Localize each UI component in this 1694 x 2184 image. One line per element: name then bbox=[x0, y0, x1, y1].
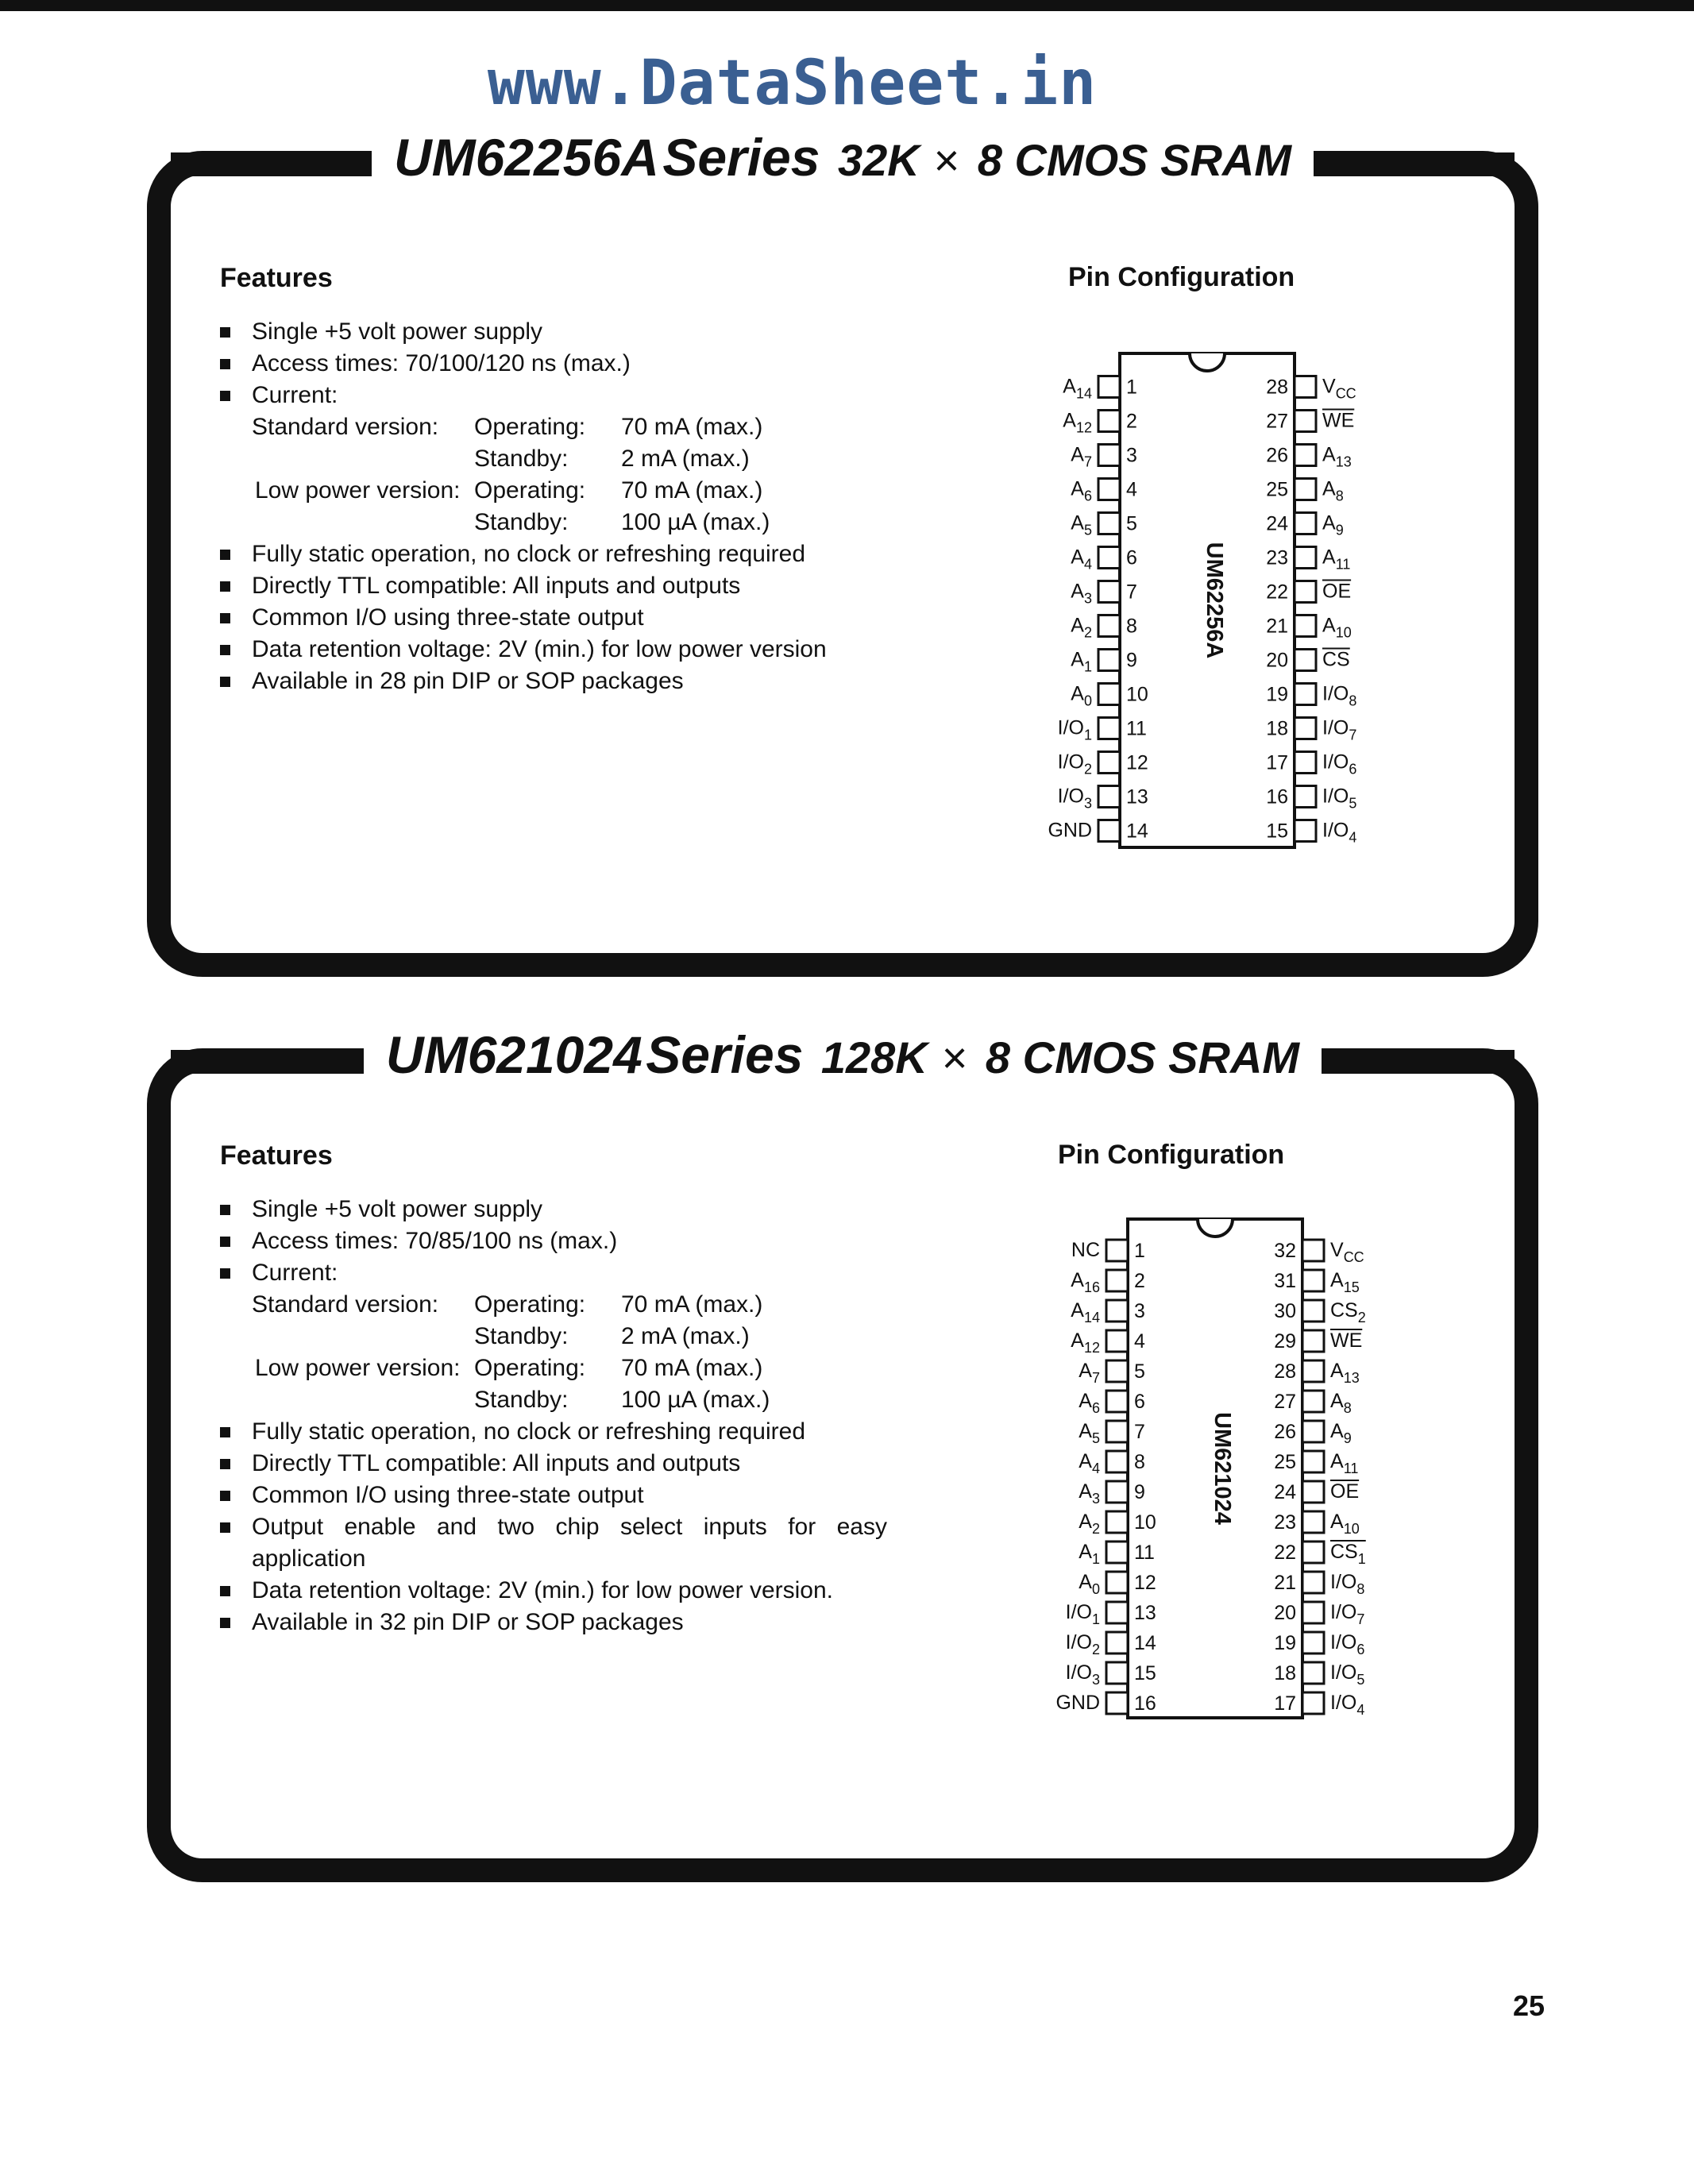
top-edge-bar bbox=[0, 0, 1694, 11]
pin-number: 13 bbox=[1134, 1602, 1156, 1624]
pin-number: 15 bbox=[1134, 1662, 1156, 1684]
pin-number: 20 bbox=[1274, 1602, 1296, 1624]
pin-number: 5 bbox=[1126, 512, 1137, 535]
pin-label: $I/O_6$ bbox=[1322, 751, 1357, 778]
pin-number: 21 bbox=[1266, 615, 1288, 638]
pin-number: 31 bbox=[1274, 1270, 1296, 1292]
pin-right bbox=[1302, 1481, 1324, 1503]
pin-right bbox=[1302, 1391, 1324, 1412]
pin-number: 3 bbox=[1134, 1300, 1145, 1322]
pin-number: 12 bbox=[1134, 1572, 1156, 1594]
pin-label: $A_{11}$ bbox=[1322, 546, 1351, 573]
current-version: Low power version: bbox=[255, 1355, 461, 1381]
pin-label: $A_6$ bbox=[1071, 477, 1092, 504]
pin-label: $A_{11}$ bbox=[1330, 1450, 1359, 1476]
pin-left bbox=[1106, 1360, 1128, 1382]
pin-label: $A_2$ bbox=[1071, 614, 1092, 641]
current-value: 70 mA (max.) bbox=[621, 1355, 763, 1381]
pin-left bbox=[1106, 1421, 1128, 1442]
pin-number: 25 bbox=[1266, 478, 1288, 501]
pin-label: $A_5$ bbox=[1079, 1420, 1100, 1446]
pin-right bbox=[1295, 615, 1316, 637]
spec-prefix: 128K bbox=[820, 1032, 928, 1082]
pin-number: 28 bbox=[1266, 376, 1288, 399]
pin-right bbox=[1302, 1270, 1324, 1291]
pin-number: 29 bbox=[1274, 1330, 1296, 1352]
pin-label: $I/O_1$ bbox=[1065, 1601, 1100, 1627]
pin-label: $CS_1$ bbox=[1330, 1541, 1366, 1567]
pin-label: $A_{12}$ bbox=[1071, 1329, 1100, 1356]
pin-number: 24 bbox=[1266, 512, 1288, 535]
feature-item: Available in 28 pin DIP or SOP packages bbox=[220, 666, 887, 697]
pin-number: 13 bbox=[1126, 785, 1148, 808]
pin-right bbox=[1302, 1240, 1324, 1261]
pin-label: $A_9$ bbox=[1330, 1420, 1352, 1446]
pin-left bbox=[1106, 1270, 1128, 1291]
pin-number: 20 bbox=[1266, 649, 1288, 672]
pin-number: 11 bbox=[1134, 1542, 1155, 1564]
section-title bbox=[364, 1024, 1322, 1085]
feature-item: Directly TTL compatible: All inputs and outputs bbox=[220, 1448, 887, 1480]
pin-label: $A_{13}$ bbox=[1322, 443, 1352, 470]
current-value: 70 mA (max.) bbox=[621, 414, 763, 440]
pin-left bbox=[1098, 820, 1120, 842]
pin-right bbox=[1295, 411, 1316, 432]
pin-right bbox=[1302, 1602, 1324, 1623]
pin-number: 24 bbox=[1274, 1481, 1296, 1503]
spec-suffix: 8 CMOS SRAM bbox=[985, 1032, 1300, 1082]
pin-right bbox=[1295, 684, 1316, 705]
features-list-cont bbox=[220, 1416, 887, 1638]
pin-left bbox=[1106, 1330, 1128, 1352]
pin-left bbox=[1098, 513, 1120, 534]
feature-item: Single +5 volt power supply bbox=[220, 1194, 887, 1225]
pin-number: 1 bbox=[1134, 1240, 1145, 1262]
pin-right bbox=[1302, 1360, 1324, 1382]
current-value: 70 mA (max.) bbox=[621, 1291, 763, 1318]
pin-left bbox=[1106, 1542, 1128, 1563]
pin-right bbox=[1295, 479, 1316, 500]
pin-number: 18 bbox=[1266, 717, 1288, 740]
pin-right bbox=[1302, 1662, 1324, 1684]
current-row bbox=[220, 475, 887, 507]
pin-left bbox=[1106, 1632, 1128, 1653]
current-mode: Standby: bbox=[474, 1387, 569, 1413]
pin-left bbox=[1098, 411, 1120, 432]
pin-left bbox=[1098, 445, 1120, 466]
spec-suffix: 8 CMOS SRAM bbox=[977, 135, 1291, 185]
pin-number: 23 bbox=[1266, 546, 1288, 569]
feature-item: Data retention voltage: 2V (min.) for low power version. bbox=[220, 1575, 887, 1607]
pin-number: 16 bbox=[1134, 1692, 1156, 1715]
pin-label: $CS_2$ bbox=[1330, 1299, 1366, 1325]
features-heading: Features bbox=[220, 263, 333, 293]
pin-left bbox=[1098, 786, 1120, 808]
pin-label: WE bbox=[1322, 409, 1355, 432]
pin-label: GND bbox=[1055, 1692, 1100, 1714]
pin-number: 27 bbox=[1274, 1391, 1296, 1413]
pin-label: $A_{14}$ bbox=[1071, 1299, 1100, 1325]
current-value: 100 µA (max.) bbox=[621, 1387, 770, 1413]
pin-right bbox=[1302, 1542, 1324, 1563]
pin-right bbox=[1295, 752, 1316, 774]
title-bar-right bbox=[1322, 1050, 1515, 1074]
pin-number: 17 bbox=[1266, 751, 1288, 774]
section-title bbox=[372, 127, 1314, 187]
page-number: 25 bbox=[1513, 1989, 1545, 2022]
current-version bbox=[255, 507, 474, 538]
um621024-panel bbox=[147, 1025, 1538, 1882]
pin-label: $I/O_3$ bbox=[1065, 1661, 1100, 1688]
pin-right bbox=[1295, 650, 1316, 671]
pin-label: $I/O_3$ bbox=[1057, 785, 1092, 812]
pin-label: $A_1$ bbox=[1071, 648, 1092, 675]
feature-item: Output enable and two chip select inputs for easy application bbox=[220, 1511, 887, 1575]
pin-label: $I/O_4$ bbox=[1330, 1692, 1365, 1718]
pin-left bbox=[1098, 752, 1120, 774]
current-mode: Standby: bbox=[474, 446, 569, 472]
pin-number: 11 bbox=[1126, 717, 1147, 740]
pin-right bbox=[1295, 376, 1316, 398]
pin-label: $A_6$ bbox=[1079, 1390, 1100, 1416]
current-version bbox=[252, 1321, 474, 1352]
pin-number: 14 bbox=[1134, 1632, 1156, 1654]
pin-config-heading: Pin Configuration bbox=[1058, 1140, 1285, 1170]
pin-number: 9 bbox=[1134, 1481, 1145, 1503]
pin-number: 4 bbox=[1126, 478, 1137, 501]
current-row bbox=[220, 1352, 887, 1384]
pin-diagram-um62256a bbox=[997, 345, 1357, 875]
pin-label: $A_7$ bbox=[1071, 443, 1092, 470]
pin-label: $I/O_1$ bbox=[1057, 716, 1092, 743]
pin-right bbox=[1302, 1421, 1324, 1442]
title-bar-left bbox=[171, 152, 372, 176]
pin-label: $A_2$ bbox=[1079, 1511, 1100, 1537]
pin-label: $I/O_7$ bbox=[1322, 716, 1357, 743]
pin-number: 8 bbox=[1126, 615, 1137, 638]
pin-number: 16 bbox=[1266, 785, 1288, 808]
pin-number: 10 bbox=[1134, 1511, 1156, 1534]
pin-label: WE bbox=[1330, 1329, 1363, 1352]
part-number: UM62256A bbox=[394, 128, 659, 187]
pin-label: $V_{CC}$ bbox=[1330, 1239, 1364, 1265]
pin-label: $A_5$ bbox=[1071, 511, 1092, 538]
pin-label: $A_{12}$ bbox=[1063, 409, 1092, 436]
feature-item: Current: bbox=[220, 380, 887, 411]
pin-right bbox=[1295, 820, 1316, 842]
pin-label: $A_0$ bbox=[1071, 682, 1092, 709]
pin-number: 30 bbox=[1274, 1300, 1296, 1322]
pin-left bbox=[1106, 1451, 1128, 1472]
pin-label: $A_8$ bbox=[1322, 477, 1344, 504]
current-version: Standard version: bbox=[252, 1291, 439, 1318]
part-number: UM621024 bbox=[385, 1025, 642, 1084]
pin-right bbox=[1295, 547, 1316, 569]
current-version: Standard version: bbox=[252, 414, 439, 440]
pin-number: 8 bbox=[1134, 1451, 1145, 1473]
feature-item: Single +5 volt power supply bbox=[220, 316, 887, 348]
pin-label: $A_{10}$ bbox=[1330, 1511, 1360, 1537]
feature-item: Access times: 70/85/100 ns (max.) bbox=[220, 1225, 887, 1257]
current-mode: Operating: bbox=[474, 414, 586, 440]
pin-label: $A_9$ bbox=[1322, 511, 1344, 538]
pin-number: 9 bbox=[1126, 649, 1137, 672]
pin-label: $I/O_5$ bbox=[1322, 785, 1357, 812]
title-bar-left bbox=[171, 1050, 364, 1074]
pin-number: 10 bbox=[1126, 683, 1148, 706]
features-heading: Features bbox=[220, 1140, 333, 1171]
pin-right bbox=[1302, 1632, 1324, 1653]
pin-number: 15 bbox=[1266, 820, 1288, 843]
pin-number: 22 bbox=[1266, 581, 1288, 604]
pin-label: $I/O_8$ bbox=[1330, 1571, 1365, 1597]
pin-number: 32 bbox=[1274, 1240, 1296, 1262]
pin-left bbox=[1106, 1391, 1128, 1412]
series-word: Series bbox=[662, 128, 820, 187]
pin-label: $I/O_2$ bbox=[1065, 1631, 1100, 1657]
current-value: 70 mA (max.) bbox=[621, 477, 763, 504]
pin-diagram-svg bbox=[997, 345, 1357, 871]
pin-left bbox=[1106, 1300, 1128, 1322]
pin-right bbox=[1295, 786, 1316, 808]
series-word: Series bbox=[646, 1025, 804, 1084]
current-mode: Standby: bbox=[474, 1323, 569, 1349]
pin-number: 22 bbox=[1274, 1542, 1296, 1564]
pin-left bbox=[1106, 1602, 1128, 1623]
current-version bbox=[252, 443, 474, 475]
pin-right bbox=[1302, 1330, 1324, 1352]
features-list bbox=[220, 1194, 887, 1289]
pin-number: 17 bbox=[1274, 1692, 1296, 1715]
pin-right bbox=[1302, 1692, 1324, 1714]
pin-number: 25 bbox=[1274, 1451, 1296, 1473]
pin-right bbox=[1295, 445, 1316, 466]
feature-item: Available in 32 pin DIP or SOP packages bbox=[220, 1607, 887, 1638]
pin-left bbox=[1098, 479, 1120, 500]
current-row bbox=[220, 411, 887, 443]
panel-title bbox=[171, 1023, 1515, 1086]
spec-times: × bbox=[933, 135, 960, 185]
current-version: Low power version: bbox=[255, 477, 461, 504]
pin-label: $I/O_6$ bbox=[1330, 1631, 1365, 1657]
pin-number: 2 bbox=[1134, 1270, 1145, 1292]
pin-number: 4 bbox=[1134, 1330, 1145, 1352]
pin-label: $A_4$ bbox=[1079, 1450, 1100, 1476]
pin-number: 7 bbox=[1126, 581, 1137, 604]
pin-left bbox=[1098, 684, 1120, 705]
features-block bbox=[220, 1140, 887, 1638]
current-mode: Operating: bbox=[474, 1291, 586, 1318]
feature-item: Directly TTL compatible: All inputs and outputs bbox=[220, 570, 887, 602]
pin-label: NC bbox=[1071, 1239, 1100, 1261]
pin-left bbox=[1098, 547, 1120, 569]
current-row bbox=[220, 1384, 887, 1416]
pin-label: $A_4$ bbox=[1071, 546, 1092, 573]
pin-label: OE bbox=[1322, 580, 1352, 603]
pin-left bbox=[1106, 1572, 1128, 1593]
pin-number: 14 bbox=[1126, 820, 1148, 843]
pin-label: $A_7$ bbox=[1079, 1360, 1100, 1386]
pin-number: 7 bbox=[1134, 1421, 1145, 1443]
pin-number: 1 bbox=[1126, 376, 1137, 399]
pin-number: 23 bbox=[1274, 1511, 1296, 1534]
current-row bbox=[220, 1289, 887, 1321]
pin-label: $A_3$ bbox=[1071, 580, 1092, 607]
current-mode: Standby: bbox=[474, 509, 569, 535]
pin-label: $A_1$ bbox=[1079, 1541, 1100, 1567]
panel-title bbox=[171, 125, 1515, 189]
title-bar-right bbox=[1314, 152, 1515, 176]
pin-label: $A_{14}$ bbox=[1063, 375, 1092, 402]
pin-number: 5 bbox=[1134, 1360, 1145, 1383]
pin-number: 6 bbox=[1126, 546, 1137, 569]
pin-left bbox=[1106, 1481, 1128, 1503]
pin-number: 18 bbox=[1274, 1662, 1296, 1684]
spec-prefix: 32K bbox=[837, 135, 920, 185]
pin-diagram-svg bbox=[1005, 1211, 1366, 1742]
current-value: 100 µA (max.) bbox=[621, 509, 770, 535]
um62256a-panel bbox=[147, 128, 1538, 977]
current-mode: Operating: bbox=[474, 1355, 586, 1381]
features-block bbox=[220, 262, 887, 697]
pin-right bbox=[1302, 1451, 1324, 1472]
pin-right bbox=[1302, 1300, 1324, 1322]
feature-item: Fully static operation, no clock or refreshing required bbox=[220, 538, 887, 570]
pin-right bbox=[1295, 513, 1316, 534]
pin-label: CS bbox=[1322, 648, 1350, 671]
pin-right bbox=[1302, 1511, 1324, 1533]
pin-label: $I/O_4$ bbox=[1322, 819, 1357, 846]
feature-item: Data retention voltage: 2V (min.) for low power version bbox=[220, 634, 887, 666]
pin-number: 21 bbox=[1274, 1572, 1296, 1594]
pin-left bbox=[1098, 615, 1120, 637]
current-value: 2 mA (max.) bbox=[621, 446, 750, 472]
pin-label: $A_3$ bbox=[1079, 1480, 1100, 1507]
pin-number: 26 bbox=[1266, 444, 1288, 467]
pin-left bbox=[1106, 1511, 1128, 1533]
feature-item: Fully static operation, no clock or refreshing required bbox=[220, 1416, 887, 1448]
pin-left bbox=[1106, 1692, 1128, 1714]
current-value: 2 mA (max.) bbox=[621, 1323, 750, 1349]
pin-label: $A_{10}$ bbox=[1322, 614, 1352, 641]
pin-left bbox=[1098, 581, 1120, 603]
pin-left bbox=[1098, 650, 1120, 671]
pin-label: $A_{13}$ bbox=[1330, 1360, 1360, 1386]
pin-left bbox=[1098, 376, 1120, 398]
chip-name: UM62256A bbox=[1202, 542, 1227, 659]
feature-item: Common I/O using three-state output bbox=[220, 602, 887, 634]
pin-number: 28 bbox=[1274, 1360, 1296, 1383]
features-list-cont bbox=[220, 538, 887, 697]
feature-item: Current: bbox=[220, 1257, 887, 1289]
pin-config-heading: Pin Configuration bbox=[1068, 262, 1295, 292]
pin-label: $A_{15}$ bbox=[1330, 1269, 1360, 1295]
pin-left bbox=[1098, 718, 1120, 739]
pin-label: OE bbox=[1330, 1480, 1360, 1503]
pin-label: $I/O_8$ bbox=[1322, 682, 1357, 709]
current-version bbox=[255, 1384, 474, 1416]
pin-label: $A_8$ bbox=[1330, 1390, 1352, 1416]
pin-label: GND bbox=[1048, 819, 1092, 842]
current-row bbox=[220, 507, 887, 538]
pin-left bbox=[1106, 1662, 1128, 1684]
pin-number: 6 bbox=[1134, 1391, 1145, 1413]
pin-left bbox=[1106, 1240, 1128, 1261]
pin-label: $A_0$ bbox=[1079, 1571, 1100, 1597]
chip-name: UM621024 bbox=[1210, 1412, 1235, 1525]
current-mode: Operating: bbox=[474, 477, 586, 504]
pin-label: $V_{CC}$ bbox=[1322, 375, 1356, 402]
pin-number: 19 bbox=[1266, 683, 1288, 706]
pin-label: $A_{16}$ bbox=[1071, 1269, 1100, 1295]
current-row bbox=[220, 1321, 887, 1352]
pin-right bbox=[1295, 581, 1316, 603]
feature-item: Common I/O using three-state output bbox=[220, 1480, 887, 1511]
features-list bbox=[220, 316, 887, 411]
pin-number: 12 bbox=[1126, 751, 1148, 774]
pin-number: 3 bbox=[1126, 444, 1137, 467]
pin-number: 19 bbox=[1274, 1632, 1296, 1654]
spec-times: × bbox=[941, 1032, 968, 1082]
pin-diagram-um621024 bbox=[1005, 1211, 1366, 1746]
pin-label: $I/O_2$ bbox=[1057, 751, 1092, 778]
pin-number: 26 bbox=[1274, 1421, 1296, 1443]
pin-label: $I/O_7$ bbox=[1330, 1601, 1365, 1627]
current-row bbox=[220, 443, 887, 475]
pin-number: 2 bbox=[1126, 410, 1137, 433]
pin-right bbox=[1295, 718, 1316, 739]
feature-item: Access times: 70/100/120 ns (max.) bbox=[220, 348, 887, 380]
watermark: www.DataSheet.in bbox=[487, 48, 1098, 119]
pin-right bbox=[1302, 1572, 1324, 1593]
pin-number: 27 bbox=[1266, 410, 1288, 433]
pin-label: $I/O_5$ bbox=[1330, 1661, 1365, 1688]
